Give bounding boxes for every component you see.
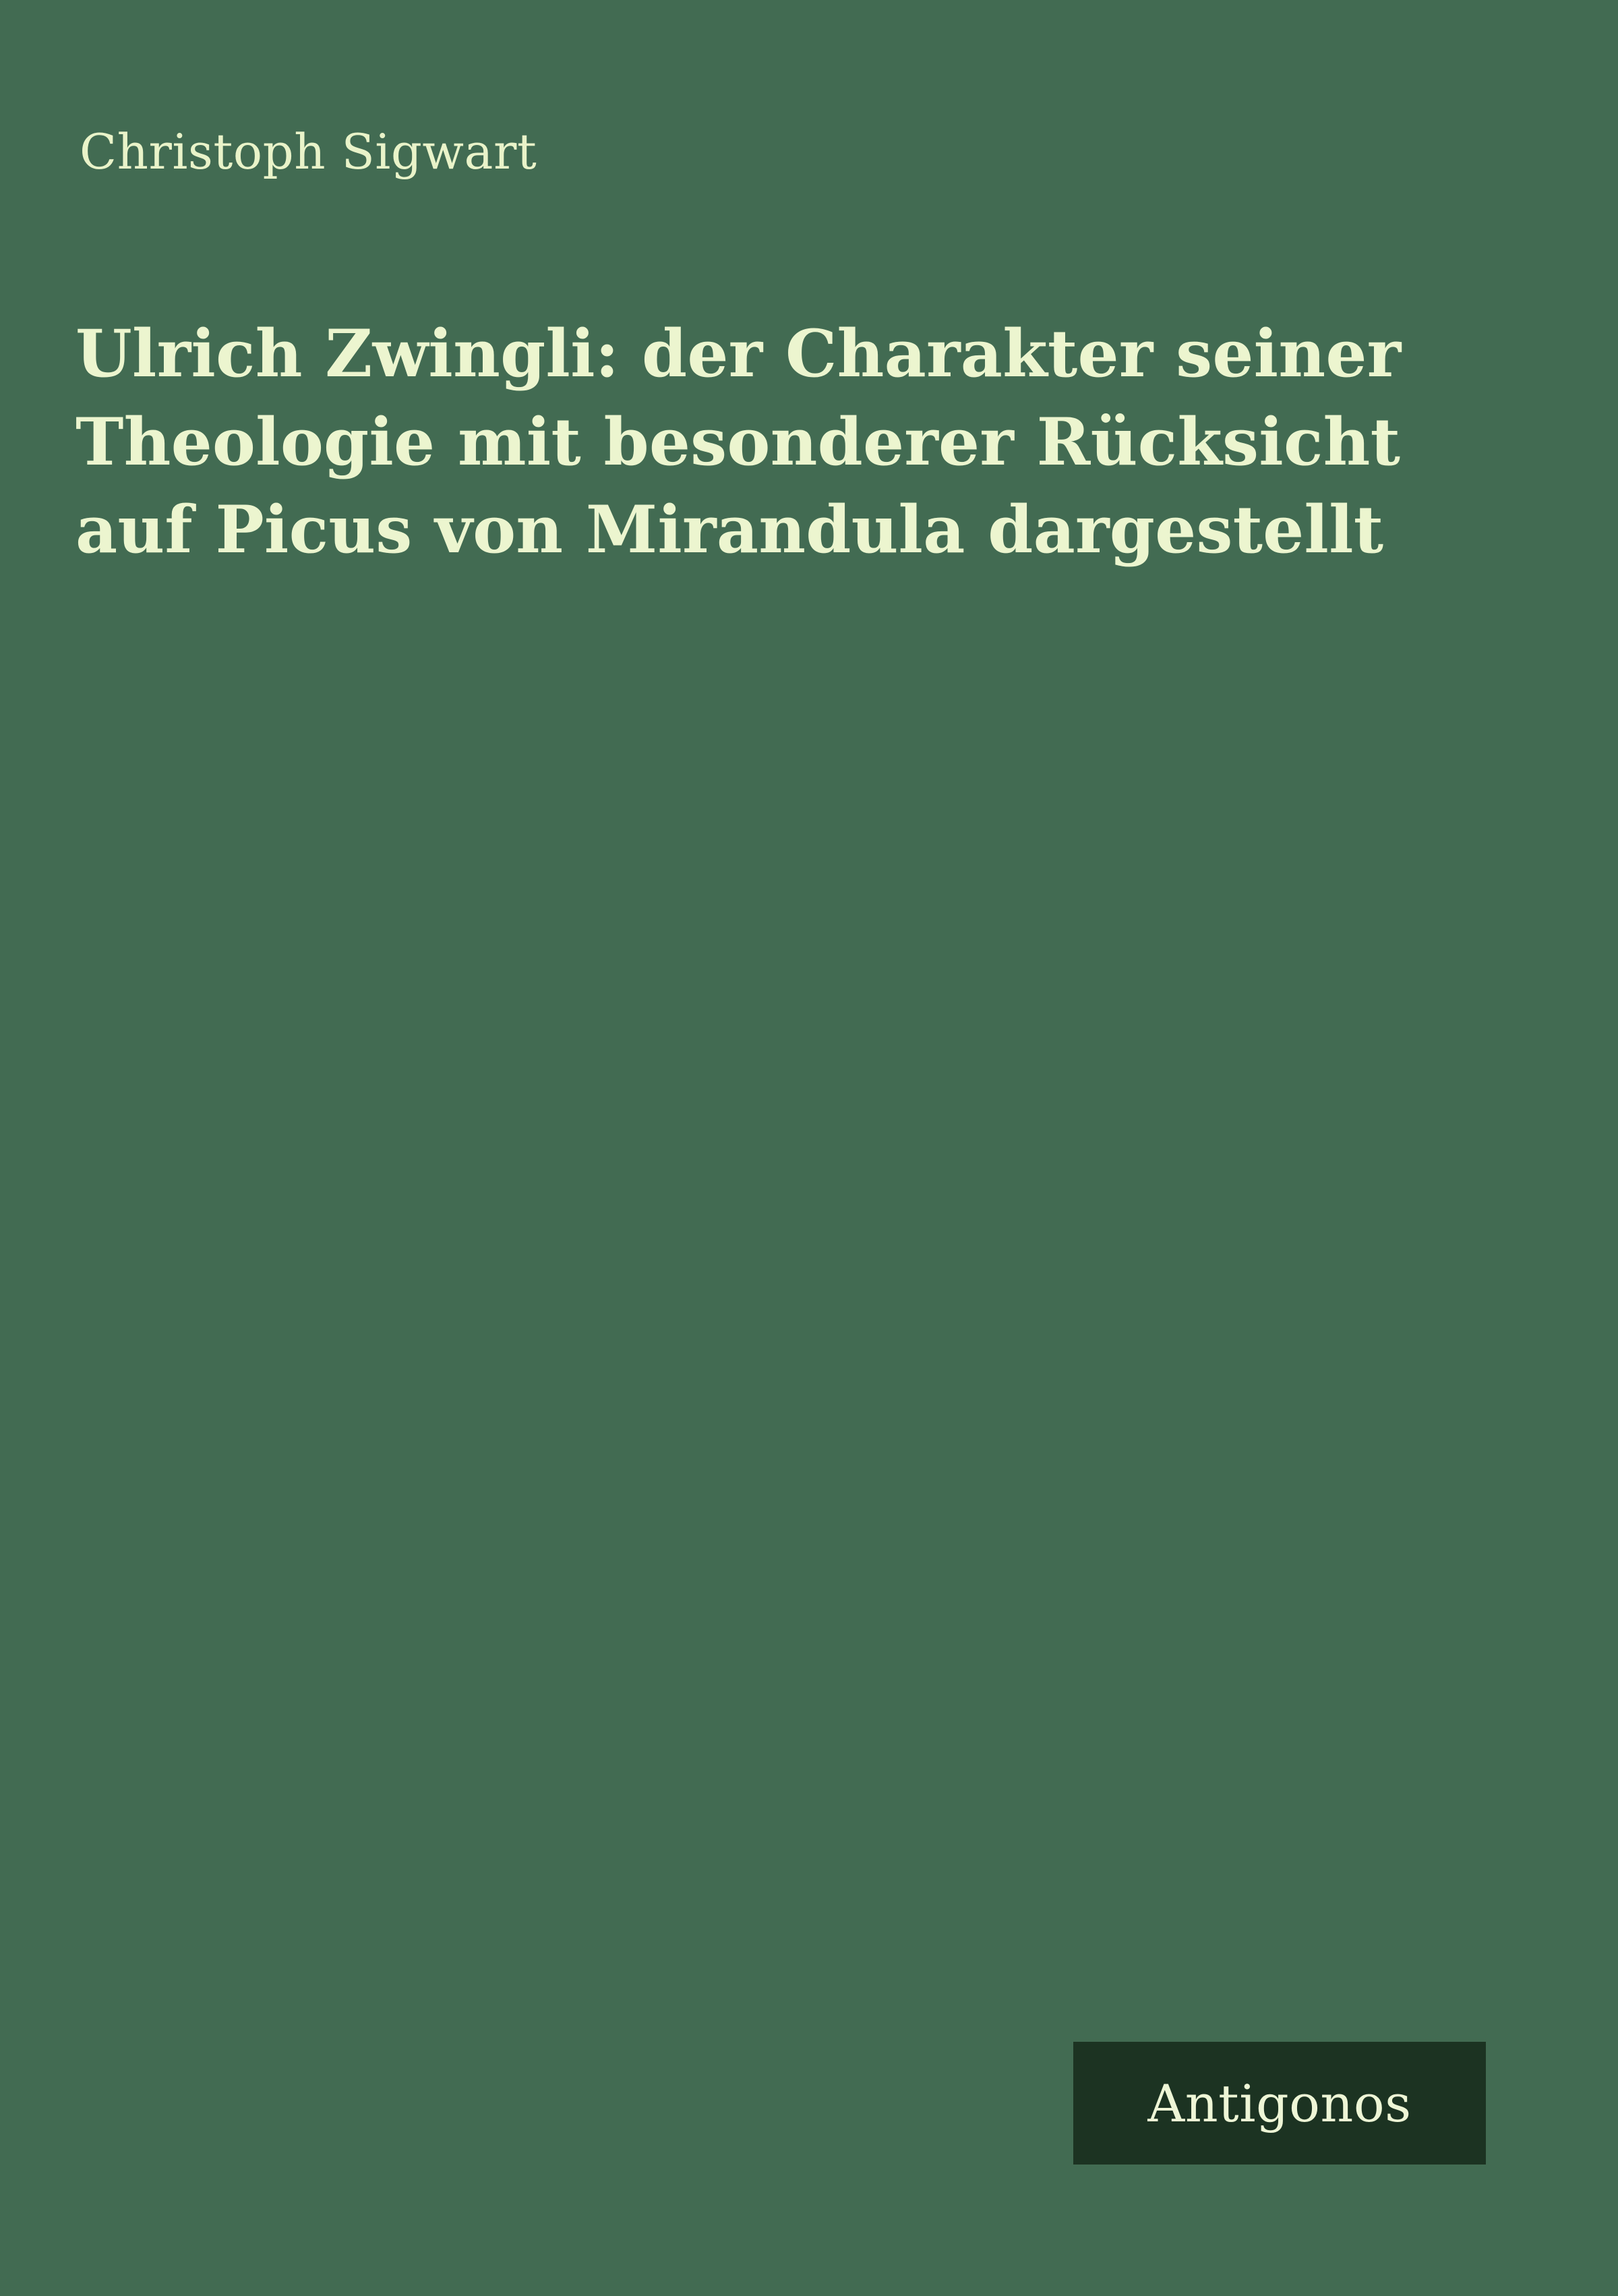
book-title: Ulrich Zwingli: der Charakter seiner Theologie mit besonderer Rücksicht auf Picus von Mirandula dargestellt	[76, 316, 1402, 568]
publisher-name: Antigonos	[1147, 2073, 1412, 2133]
publisher-badge	[1073, 2042, 1486, 2165]
author-name: Christoph Sigwart	[80, 123, 537, 180]
